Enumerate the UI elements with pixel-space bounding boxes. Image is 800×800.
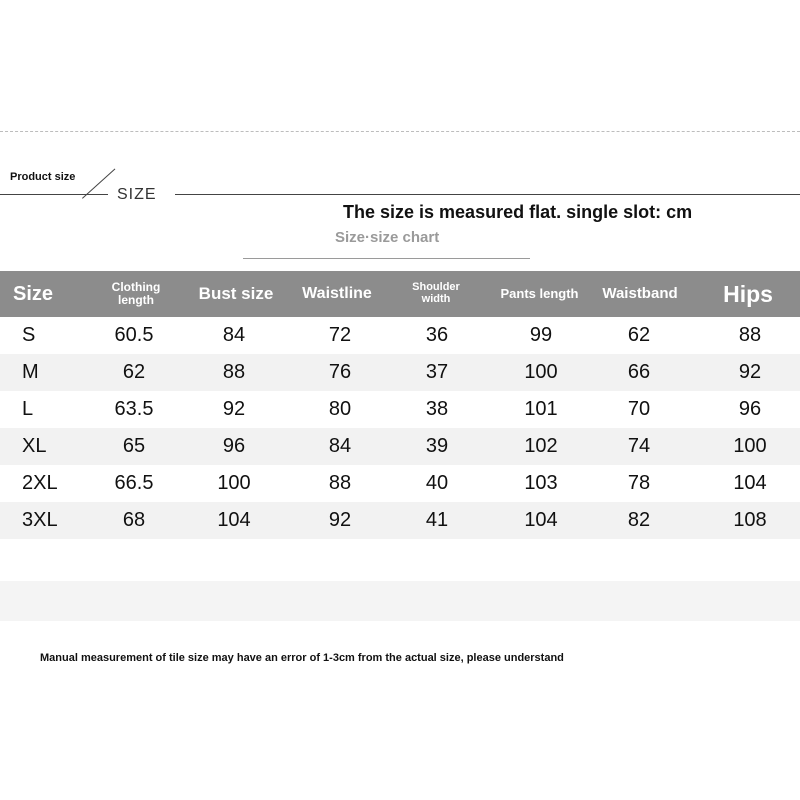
cell-clothing-length: 68 <box>122 509 146 531</box>
cell-clothing-length: 60.5 <box>114 324 154 346</box>
cell-clothing-length: 65 <box>122 435 146 457</box>
cell-size: XL <box>22 435 47 457</box>
header-size: Size <box>13 282 54 305</box>
cell-waistband: 62 <box>627 324 651 346</box>
title-rule-left <box>0 194 108 195</box>
cell-pants-length: 103 <box>524 472 558 494</box>
cell-shoulder-width: 41 <box>425 509 449 531</box>
cell-waistband: 74 <box>627 435 651 457</box>
table-row <box>0 317 800 354</box>
header-waistband: Waistband <box>602 285 678 303</box>
measurement-headline: The size is measured flat. single slot: cm <box>343 202 693 222</box>
cell-waistline: 80 <box>328 398 352 420</box>
cell-pants-length: 101 <box>524 398 558 420</box>
header-hips: Hips <box>723 280 773 307</box>
cell-shoulder-width: 36 <box>425 324 449 346</box>
cell-waistline: 72 <box>328 324 352 346</box>
cell-waistline: 88 <box>328 472 352 494</box>
cell-waistband: 82 <box>627 509 651 531</box>
cell-waistband: 66 <box>627 361 651 383</box>
size-chart-subtitle: Size·size chart <box>335 229 440 246</box>
header-clothing-length: Clothing length <box>111 280 161 307</box>
cell-pants-length: 102 <box>524 435 558 457</box>
header-pants-length: Pants length <box>500 286 579 302</box>
cell-pants-length: 100 <box>524 361 558 383</box>
dashed-divider <box>0 131 800 132</box>
product-size-label: Product size <box>10 171 76 183</box>
cell-clothing-length: 62 <box>122 361 146 383</box>
cell-size: 3XL <box>22 509 58 531</box>
cell-shoulder-width: 39 <box>425 435 449 457</box>
table-row <box>0 354 800 391</box>
table-row <box>0 465 800 502</box>
cell-clothing-length: 66.5 <box>114 472 154 494</box>
size-heading: SIZE <box>117 186 157 203</box>
cell-waistline: 76 <box>328 361 352 383</box>
cell-hips: 104 <box>733 472 767 494</box>
cell-bust-size: 96 <box>222 435 246 457</box>
cell-waistband: 78 <box>627 472 651 494</box>
cell-hips: 108 <box>733 509 767 531</box>
measurement-note: Manual measurement of tile size may have an error of 1-3cm from the actual size, please understand <box>40 652 564 664</box>
header-waistline: Waistline <box>302 284 372 302</box>
cell-pants-length: 104 <box>524 509 558 531</box>
table-header-row <box>0 271 800 317</box>
table-row <box>0 428 800 465</box>
header-shoulder-width: Shoulder width <box>412 281 460 305</box>
table-row <box>0 502 800 539</box>
cell-size: S <box>22 324 36 346</box>
cell-hips: 96 <box>738 398 762 420</box>
empty-band <box>0 581 800 621</box>
cell-hips: 100 <box>733 435 767 457</box>
cell-bust-size: 104 <box>217 509 251 531</box>
cell-bust-size: 84 <box>222 324 246 346</box>
cell-bust-size: 88 <box>222 361 246 383</box>
cell-shoulder-width: 40 <box>425 472 449 494</box>
cell-hips: 88 <box>738 324 762 346</box>
subtitle-underline <box>243 258 530 259</box>
cell-size: M <box>22 361 39 383</box>
cell-size: 2XL <box>22 472 58 494</box>
cell-waistline: 92 <box>328 509 352 531</box>
cell-waistline: 84 <box>328 435 352 457</box>
cell-size: L <box>22 398 34 420</box>
size-table <box>0 271 800 539</box>
cell-hips: 92 <box>738 361 762 383</box>
cell-shoulder-width: 37 <box>425 361 449 383</box>
title-rule-right <box>175 194 800 195</box>
header-bust-size: Bust size <box>198 284 274 304</box>
cell-bust-size: 92 <box>222 398 246 420</box>
cell-waistband: 70 <box>627 398 651 420</box>
table-row <box>0 391 800 428</box>
cell-clothing-length: 63.5 <box>114 398 154 420</box>
cell-bust-size: 100 <box>217 472 251 494</box>
cell-pants-length: 99 <box>529 324 553 346</box>
cell-shoulder-width: 38 <box>425 398 449 420</box>
